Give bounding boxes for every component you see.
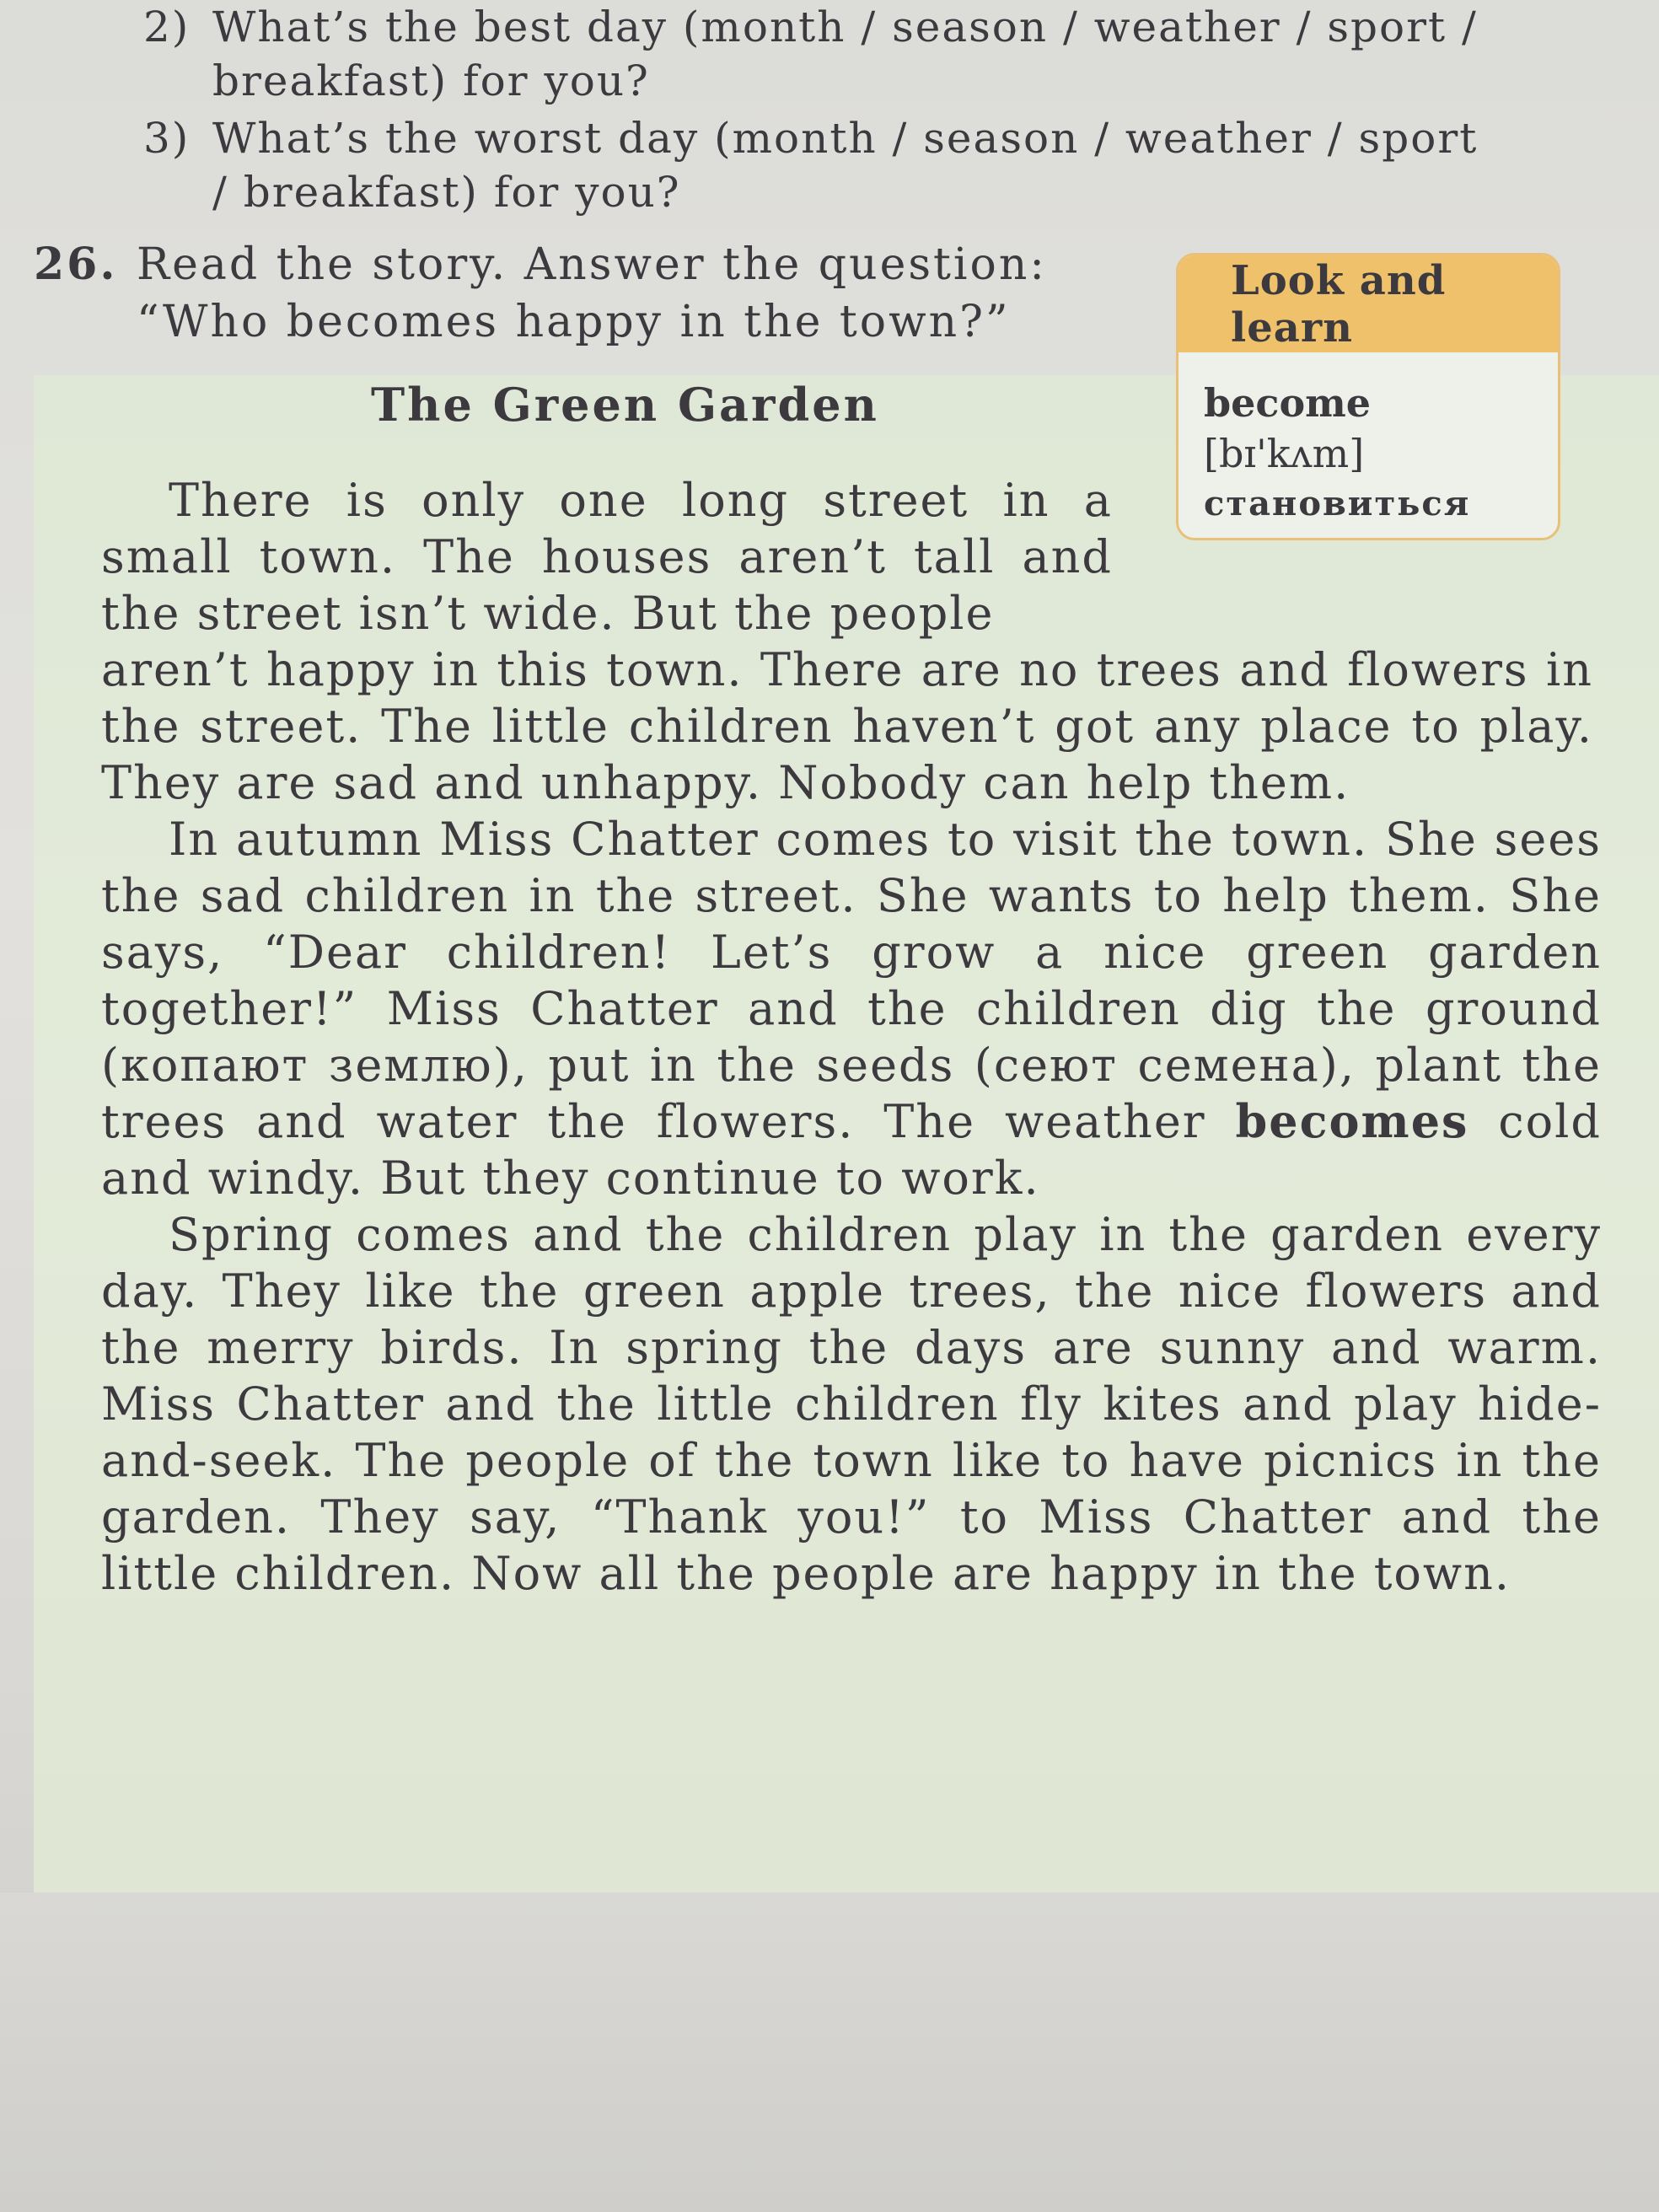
question-list (143, 0, 1492, 223)
story-title: The Green Garden (371, 378, 879, 432)
vocab-translation: становиться (1204, 484, 1471, 523)
question-number: 2) (143, 3, 191, 51)
story-paragraph: Spring comes and the children play in the garden every day. They like the green apple trees, the nice flowers and the merry birds. In spring the days are sunny and warm. Miss Chatter and the little children fly kites and play hide-and-seek. The people of the town like to have picnics in the garden. They say, “Thank you!” to Miss Chatter and the little children. Now all the people are happy in the town. (101, 1208, 1602, 1600)
story-text (101, 472, 1602, 1602)
question-number: 3) (143, 114, 191, 163)
vocab-transcription: [bɪ'kʌm] (1204, 431, 1365, 476)
story-paragraph: aren’t happy in this town. There are no trees and flowers in the street. The little children haven’t got any place to play. They are sad and unhappy. Nobody can help them. (101, 643, 1593, 809)
story-paragraph: There is only one long street in a small town. The houses aren’t tall and the street isn’t wide. But the people (101, 474, 1113, 640)
story-paragraph (101, 811, 1602, 1206)
question-text: What’s the best day (month / season / weather / sport / breakfast) for you? (212, 3, 1478, 105)
highlighted-word: becomes (1235, 1094, 1469, 1148)
look-and-learn-header: Look and learn (1178, 255, 1558, 352)
story-sentence: In autumn Miss Chatter comes to visit the town. She sees the sad children in the street. She wants to help them. She says, “Dear children! Let’s grow a nice green garden together!” Miss Chatter and the children dig the ground (копают землю), put in the seeds (сеют семена), plant the trees and water the flowers. The weather (101, 813, 1602, 1148)
question-text: What’s the worst day (month / season / weather / sport / breakfast) for you? (212, 114, 1479, 217)
question-item (143, 111, 1492, 219)
vocab-word: become (1204, 380, 1372, 426)
question-item (143, 0, 1492, 108)
task-number: 26. (34, 239, 118, 290)
task-text: Read the story. Answer the question: “Who becomes happy in the town?” (137, 239, 1047, 347)
page-bottom-margin (0, 1893, 1659, 2212)
story-sentence: cold and windy. But they continue to work. (101, 1095, 1602, 1205)
